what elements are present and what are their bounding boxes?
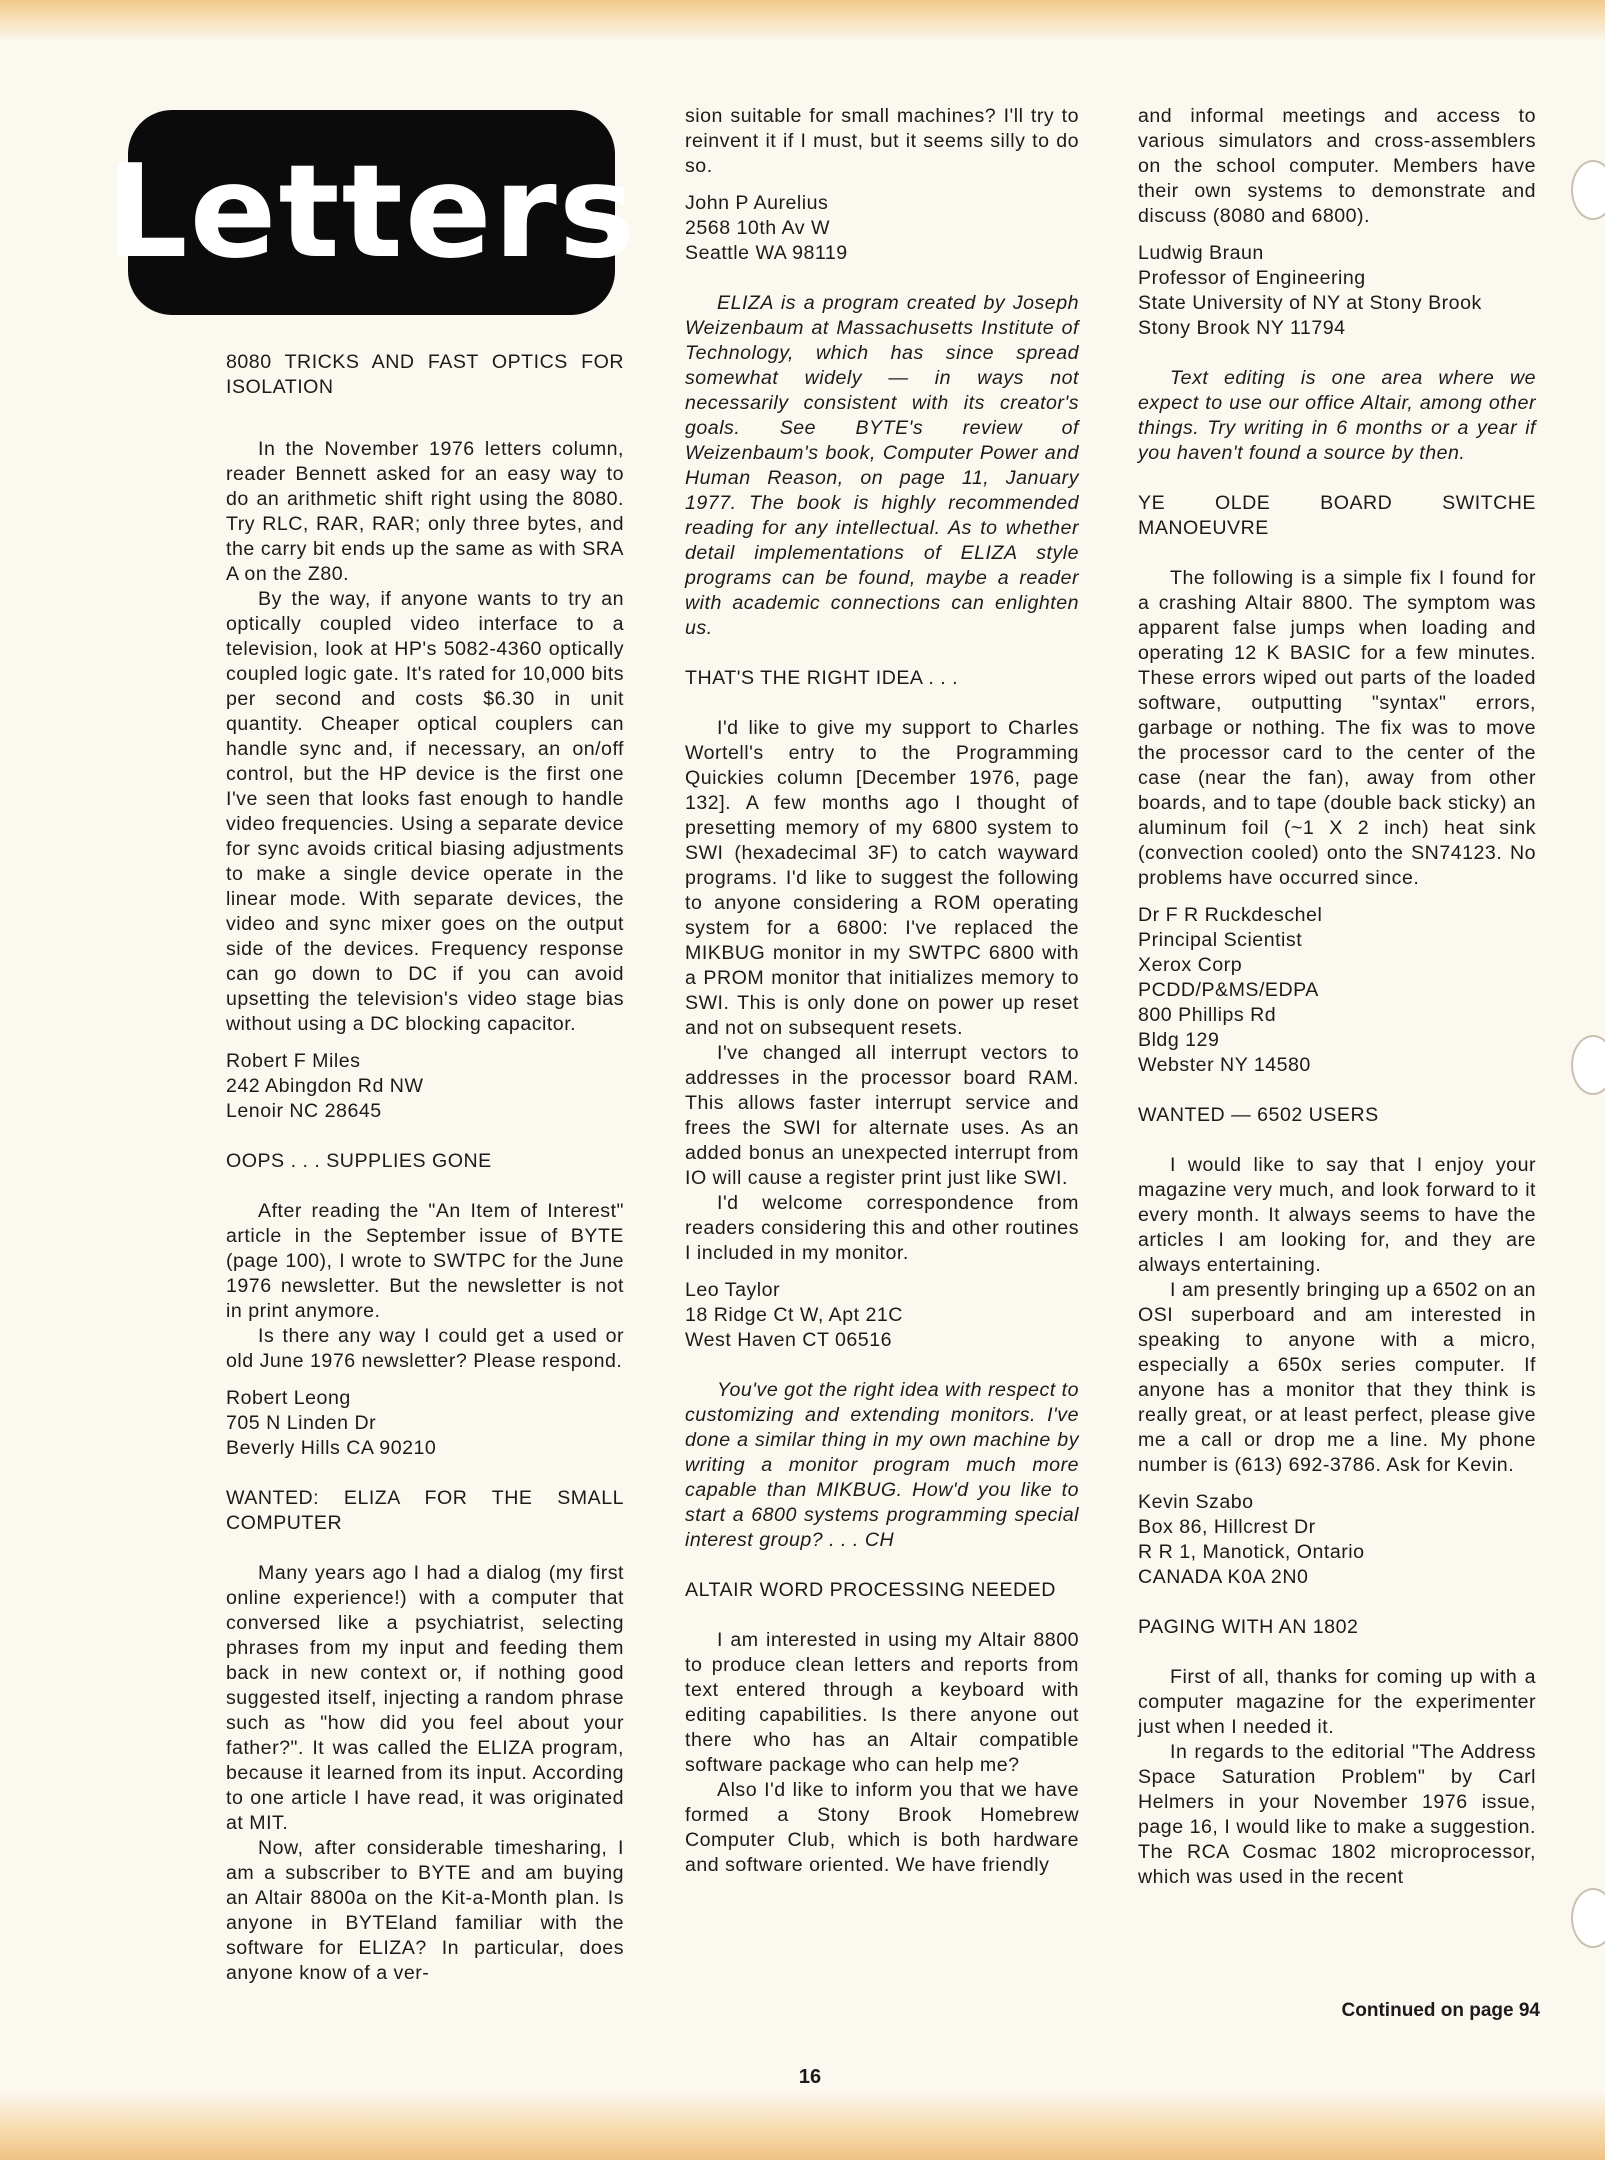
paragraph: After reading the "An Item of Interest" article in the September issue of BYTE (page 100), I wrote to SWTPC for the June 1976 newsletter. But the newsletter is not in print anymore. <box>226 1200 624 1322</box>
signature-line: Seattle WA 98119 <box>685 242 848 264</box>
editor-note: You've got the right idea with respect to customizing and extending monitors. I've done a similar thing in my own machine by writing a monitor program much more capable than MIKBUG. How'd you like to start a 6800 systems programming special interest group? . . . CH <box>685 1379 1079 1551</box>
signature-line: Stony Brook NY 11794 <box>1138 317 1346 339</box>
section-title: 8080 TRICKS AND FAST OPTICS FOR ISOLATION <box>226 351 624 398</box>
binder-hole-3 <box>1571 1888 1605 1948</box>
signature-line: State University of NY at Stony Brook <box>1138 292 1482 314</box>
paragraph: In regards to the editorial "The Address Space Saturation Problem" by Carl Helmers in your November 1976 issue, page 16, I would like to make a suggestion. The RCA Cosmac 1802 microprocessor, which was used in the recent <box>1138 1741 1536 1888</box>
signature-line: Robert F Miles <box>226 1050 361 1072</box>
signature-line: 800 Phillips Rd <box>1138 1004 1277 1026</box>
logo-text: Letters <box>106 137 637 287</box>
signature-line: Bldg 129 <box>1138 1029 1220 1051</box>
signature-line: Robert Leong <box>226 1387 351 1409</box>
signature-line: Dr F R Ruckdeschel <box>1138 904 1323 926</box>
signature-line: Beverly Hills CA 90210 <box>226 1437 437 1459</box>
editor-note: Text editing is one area where we expect to use our office Altair, among other things. Try writing in 6 months or a year if you haven't found a source by then. <box>1138 367 1536 464</box>
paragraph: I am presently bringing up a 6502 on an OSI superboard and am interested in speaking to anyone with a micro, especially a 650x series computer. If anyone has a monitor that they think is really great, or at least perfect, please give me a call or drop me a line. My phone number is (613) 692-3786. Ask for Kevin. <box>1138 1279 1536 1476</box>
binder-hole-2 <box>1571 1035 1605 1095</box>
page-number: 16 <box>798 2066 822 2088</box>
section-title: YE OLDE BOARD SWITCHE MANOEUVRE <box>1138 492 1536 539</box>
paragraph: The following is a simple fix I found for a crashing Altair 8800. The symptom was apparent false jumps when loading and operating 12 K BASIC for a few minutes. These errors wiped out parts of the loaded software, outputting "syntax" errors, garbage or nothing. The fix was to move the processor card to the center of the case (near the fan), away from other boards, and to tape (double back sticky) an aluminum foil (~1 X 2 inch) heat sink (convection cooled) onto the SN74123. No problems have occurred since. <box>1138 567 1536 889</box>
section-title: THAT'S THE RIGHT IDEA . . . <box>685 667 959 689</box>
column-1 <box>226 350 624 1986</box>
binder-hole-1 <box>1571 160 1605 220</box>
paragraph: Also I'd like to inform you that we have formed a Stony Brook Homebrew Computer Club, which is both hardware and software oriented. We have friendly <box>685 1779 1079 1876</box>
paragraph: Now, after considerable timesharing, I am a subscriber to BYTE and am buying an Altair 8800a on the Kit-a-Month plan. Is anyone in BYTEland familiar with the software for ELIZA? In particular, does anyone know of a ver- <box>226 1837 624 1984</box>
letters-logo <box>106 110 637 315</box>
continued-note: Continued on page 94 <box>1341 2000 1540 2021</box>
editor-note: ELIZA is a program created by Joseph Weizenbaum at Massachusetts Institute of Technology, which has since spread somewhat widely — in ways not necessarily consistent with its creator's goals. See BYTE's review of Weizenbaum's book, Computer Power and Human Reason, on page 11, January 1977. The book is highly recommended reading for any intellectual. As to whether detail implementations of ELIZA style programs can be found, maybe a reader with academic connections can enlighten us. <box>685 292 1079 639</box>
paragraph: By the way, if anyone wants to try an optically coupled video interface to a television, look at HP's 5082-4360 optically coupled logic gate. It's rated for 10,000 bits per second and costs $6.30 in unit quantity. Cheaper optical couplers can handle sync and, if necessary, an on/off control, but the HP device is the first one I've seen that looks fast enough to handle video frequencies. Using a separate device for sync avoids critical biasing adjustments to make a single device operate in the linear mode. With separate devices, the video and sync mixer goes on the output side of the devices. Frequency response can go down to DC if you can avoid upsetting the television's video stage bias without using a DC blocking capacitor. <box>226 588 624 1035</box>
section-title: WANTED: ELIZA FOR THE SMALL COMPUTER <box>226 1487 624 1534</box>
signature-line: Webster NY 14580 <box>1138 1054 1311 1076</box>
paragraph: I'd like to give my support to Charles Wortell's entry to the Programming Quickies column [December 1976, page 132]. A few months ago I thought of presetting memory of my 6800 system to SWI (hexadecimal 3F) to catch wayward programs. I'd like to suggest the following to anyone considering a ROM operating system for a 6800: I've replaced the MIKBUG monitor in my SWTPC 6800 with a PROM monitor that initializes memory to SWI. This is only done on power up reset and not on subsequent resets. <box>685 717 1079 1039</box>
page-edge-top <box>0 0 1605 42</box>
paragraph: First of all, thanks for coming up with a computer magazine for the experimenter just when I needed it. <box>1138 1666 1536 1738</box>
signature-line: 18 Ridge Ct W, Apt 21C <box>685 1304 903 1326</box>
paragraph: sion suitable for small machines? I'll try to reinvent it if I must, but it seems silly to do so. <box>685 105 1079 177</box>
paragraph: I've changed all interrupt vectors to addresses in the processor board RAM. This allows faster interrupt service and frees the SWI for alternate uses. As an added bonus an unexpected interrupt from IO will cause a register print just like SWI. <box>685 1042 1079 1189</box>
signature-line: 242 Abingdon Rd NW <box>226 1075 424 1097</box>
signature-line: Ludwig Braun <box>1138 242 1264 264</box>
paragraph: I am interested in using my Altair 8800 to produce clean letters and reports from text entered through a keyboard with editing capabilities. Is there anyone out there who has an Altair compatible software package who can help me? <box>685 1629 1079 1776</box>
signature-line: Xerox Corp <box>1138 954 1243 976</box>
signature-line: Box 86, Hillcrest Dr <box>1138 1516 1316 1538</box>
signature-line: R R 1, Manotick, Ontario <box>1138 1541 1365 1563</box>
paragraph: Many years ago I had a dialog (my first online experience!) with a computer that conversed like a psychiatrist, selecting phrases from my input and feeding them back in new context or, if nothing good suggested itself, injecting a random phrase such as "how did you feel about your father?". It was called the ELIZA program, because it learned from its input. According to one article I have read, it was originated at MIT. <box>226 1562 624 1834</box>
section-title: WANTED — 6502 USERS <box>1138 1104 1379 1126</box>
signature-line: Kevin Szabo <box>1138 1491 1254 1513</box>
signature-line: Lenoir NC 28645 <box>226 1100 382 1122</box>
signature-line: 2568 10th Av W <box>685 217 830 239</box>
paragraph: I'd welcome correspondence from readers considering this and other routines I included in my monitor. <box>685 1192 1079 1264</box>
signature-line: Principal Scientist <box>1138 929 1303 951</box>
paragraph: and informal meetings and access to various simulators and cross-assemblers on the school computer. Members have their own systems to demonstrate and discuss (8080 and 6800). <box>1138 105 1536 227</box>
signature-line: PCDD/P&MS/EDPA <box>1138 979 1319 1001</box>
paragraph: Is there any way I could get a used or old June 1976 newsletter? Please respond. <box>226 1325 624 1372</box>
column-3 <box>1138 104 1536 1890</box>
signature-line: Professor of Engineering <box>1138 267 1366 289</box>
section-title: PAGING WITH AN 1802 <box>1138 1616 1359 1638</box>
page-edge-bottom <box>0 2090 1605 2160</box>
signature-line: John P Aurelius <box>685 192 829 214</box>
section-title: ALTAIR WORD PROCESSING NEEDED <box>685 1579 1056 1601</box>
section-title: OOPS . . . SUPPLIES GONE <box>226 1150 492 1172</box>
paragraph: In the November 1976 letters column, reader Bennett asked for an easy way to do an arithmetic shift right using the 8080. Try RLC, RAR, RAR; only three bytes, and the carry bit ends up the same as with SRA A on the Z80. <box>226 438 624 585</box>
column-2 <box>685 104 1079 1878</box>
paragraph: I would like to say that I enjoy your magazine very much, and look forward to it every month. It always seems to have the articles I am looking for, and they are always entertaining. <box>1138 1154 1536 1276</box>
signature-line: CANADA K0A 2N0 <box>1138 1566 1309 1588</box>
signature-line: 705 N Linden Dr <box>226 1412 377 1434</box>
signature-line: West Haven CT 06516 <box>685 1329 892 1351</box>
signature-line: Leo Taylor <box>685 1279 781 1301</box>
